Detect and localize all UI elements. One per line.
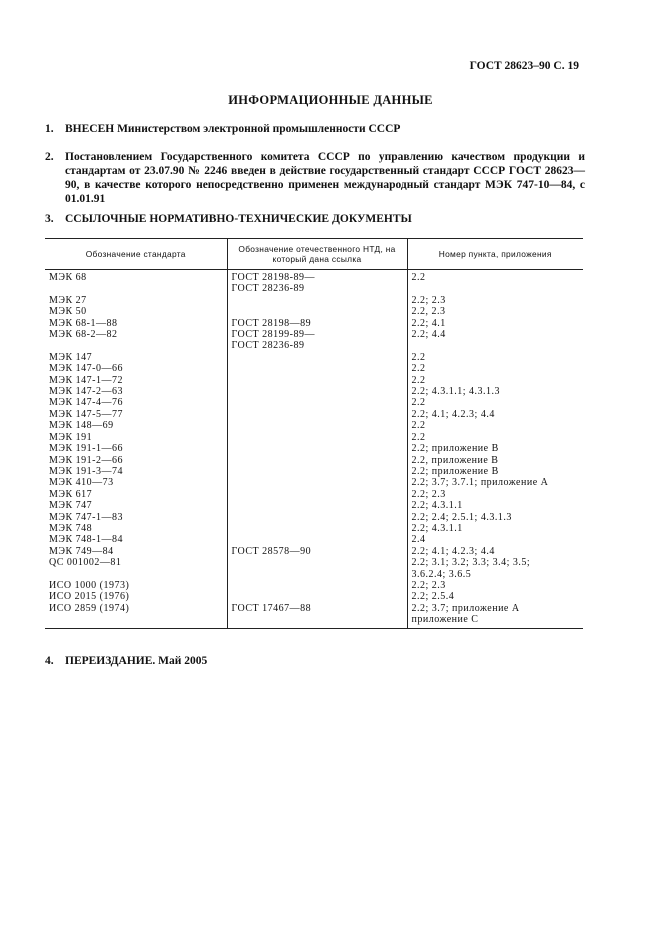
table-header-row [45, 239, 583, 270]
section-text: ПЕРЕИЗДАНИЕ. Май 2005 [65, 655, 208, 667]
cell-standard [45, 580, 227, 603]
page-header-doc-ref: ГОСТ 28623–90 С. 19 [469, 60, 579, 72]
table-row [45, 603, 583, 628]
cell-line: МЭК 147 [49, 351, 93, 363]
cell-line: ГОСТ 28198-89— [231, 272, 315, 283]
table-row [45, 270, 583, 295]
cell-standard [45, 295, 227, 318]
cell-standard [45, 546, 227, 557]
section-4 [45, 654, 585, 668]
cell-national-doc [227, 546, 407, 557]
cell-line: МЭК 191-2—66 [49, 454, 123, 466]
cell-clause [407, 295, 583, 318]
cell-line: 2.2 [411, 351, 426, 363]
cell-line: 2.4 [411, 534, 426, 546]
table-row [45, 580, 583, 603]
cell-line: МЭК 747 [49, 500, 93, 512]
section-number: 3. [45, 213, 54, 225]
cell-line [232, 489, 403, 500]
cell-national-doc [227, 329, 407, 352]
cell-national-doc [227, 352, 407, 489]
cell-national-doc [227, 295, 407, 318]
cell-line: QC 001002—81 [49, 557, 122, 569]
cell-line [232, 580, 403, 591]
section-text: Постановлением Государственного комитета СССР по управлению качеством продукции и стандартам от 23.07.90 № 2246 введен в действие государственный стандарт СССР ГОСТ 28623—90, в качестве которого непосредственно применен международный стандарт МЭК 747-10—84, с 01.01.91 [65, 151, 585, 205]
section-text: ССЫЛОЧНЫЕ НОРМАТИВНО-ТЕХНИЧЕСКИЕ ДОКУМЕНТЫ [65, 213, 412, 225]
cell-line: МЭК 147-5—77 [49, 408, 123, 420]
cell-line: 2.2; 4.4 [411, 329, 446, 341]
cell-line: 2.2; 3.7; 3.7.1; приложение А [411, 477, 549, 489]
cell-clause [407, 270, 583, 295]
cell-line: МЭК 50 [49, 306, 87, 318]
cell-line: 2.2; 2.5.4 [411, 591, 455, 603]
cell-line: МЭК 68-2—82 [49, 329, 118, 341]
cell-line: ГОСТ 28236-89 [231, 283, 305, 295]
cell-clause [407, 580, 583, 603]
cell-line: МЭК 748-1—84 [49, 534, 123, 546]
cell-line: 2.2, приложение В [411, 454, 499, 466]
cell-standard [45, 603, 227, 628]
cell-line: МЭК 147-1—72 [49, 374, 123, 386]
cell-line: ГОСТ 28578—90 [231, 545, 312, 557]
table-row [45, 329, 583, 352]
section-3 [45, 212, 585, 226]
table-row [45, 489, 583, 546]
section-number: 4. [45, 655, 54, 667]
cell-line: 2.2 [411, 272, 426, 283]
cell-line: 2.2 [411, 420, 426, 432]
cell-national-doc [227, 603, 407, 628]
section-text: ВНЕСЕН Министерством электронной промышленности СССР [65, 123, 401, 135]
table-row [45, 318, 583, 329]
cell-line: 2.2; 2.4; 2.5.1; 4.3.1.3 [411, 511, 512, 523]
cell-national-doc [227, 318, 407, 329]
cell-line: 3.6.2.4; 3.6.5 [411, 568, 472, 580]
cell-line: МЭК 410—73 [49, 477, 114, 489]
cell-line: 2.2; 4.1 [411, 317, 446, 329]
cell-national-doc [227, 270, 407, 295]
cell-line: МЭК 747-1—83 [49, 511, 123, 523]
cell-line: 2.2; 4.3.1.1; 4.3.1.3 [411, 386, 501, 398]
cell-standard [45, 270, 227, 295]
section-2 [45, 150, 585, 206]
cell-standard [45, 329, 227, 352]
cell-line: 2.2; 4.1; 4.2.3; 4.4 [411, 545, 495, 557]
cell-standard [45, 352, 227, 489]
cell-line: 2.2; 2.3 [411, 579, 446, 591]
column-header-standard: Обозначение стандарта [45, 239, 227, 270]
cell-line: 2.2; 2.3 [411, 294, 446, 306]
cell-line: 2.2; 4.3.1.1 [411, 522, 463, 534]
cell-line: ИСО 2859 (1974) [49, 602, 130, 614]
cell-line [232, 295, 403, 306]
cell-line: ГОСТ 28198—89 [231, 317, 312, 329]
cell-line: 2.2; 3.7; приложение А [411, 602, 520, 614]
section-number: 1. [45, 123, 54, 135]
cell-line: 2.2 [411, 397, 426, 409]
cell-line: МЭК 191 [49, 431, 93, 443]
cell-line: ГОСТ 28236-89 [231, 340, 305, 352]
cell-line [232, 352, 403, 363]
cell-line: МЭК 68 [49, 272, 87, 283]
cell-clause [407, 546, 583, 557]
cell-line: ИСО 1000 (1973) [49, 579, 130, 591]
column-header-national-doc: Обозначение отечественного НТД, на который дана ссылка [227, 239, 407, 270]
page-title: ИНФОРМАЦИОННЫЕ ДАННЫЕ [228, 93, 433, 107]
column-header-clause: Номер пункта, приложения [407, 239, 583, 270]
cell-line: ИСО 2015 (1976) [49, 591, 130, 603]
table-row [45, 295, 583, 318]
cell-standard [45, 318, 227, 329]
cell-line: ГОСТ 28199-89— [231, 329, 315, 341]
cell-standard [45, 557, 227, 580]
cell-line: МЭК 147-2—63 [49, 386, 123, 398]
section-1 [45, 122, 585, 136]
cell-clause [407, 329, 583, 352]
cell-clause [407, 603, 583, 628]
table-row [45, 557, 583, 580]
cell-national-doc [227, 557, 407, 580]
cell-line: МЭК 147-0—66 [49, 363, 123, 375]
cell-line: МЭК 68-1—88 [49, 317, 118, 329]
cell-line: 2.2; 3.1; 3.2; 3.3; 3.4; 3.5; [411, 557, 531, 569]
references-table [45, 238, 583, 629]
cell-clause [407, 318, 583, 329]
table-row [45, 546, 583, 557]
cell-line: 2.2; 4.1; 4.2.3; 4.4 [411, 408, 495, 420]
cell-clause [407, 352, 583, 489]
cell-line: 2.2 [411, 374, 426, 386]
cell-line: 2.2, 2.3 [411, 306, 446, 318]
cell-line: МЭК 27 [49, 294, 87, 306]
cell-line: МЭК 748 [49, 522, 93, 534]
cell-line: МЭК 148—69 [49, 420, 114, 432]
cell-line: 2.2; 2.3 [411, 488, 446, 500]
section-number: 2. [45, 151, 54, 163]
cell-line: 2.2; 4.3.1.1 [411, 500, 463, 512]
cell-line: 2.2 [411, 363, 426, 375]
cell-line: МЭК 191-1—66 [49, 443, 123, 455]
cell-national-doc [227, 489, 407, 546]
cell-clause [407, 557, 583, 580]
cell-line: 2.2; приложение В [411, 465, 499, 477]
cell-national-doc [227, 580, 407, 603]
cell-line: приложение С [411, 614, 479, 626]
cell-line: МЭК 749—84 [49, 545, 114, 557]
cell-standard [45, 489, 227, 546]
cell-line: 2.2 [411, 431, 426, 443]
cell-clause [407, 489, 583, 546]
table-row [45, 352, 583, 489]
cell-line: МЭК 147-4—76 [49, 397, 123, 409]
cell-line: МЭК 617 [49, 488, 93, 500]
cell-line: ГОСТ 17467—88 [231, 602, 312, 614]
cell-line: МЭК 191-3—74 [49, 465, 123, 477]
cell-line [232, 557, 403, 568]
cell-line: 2.2; приложение В [411, 443, 499, 455]
